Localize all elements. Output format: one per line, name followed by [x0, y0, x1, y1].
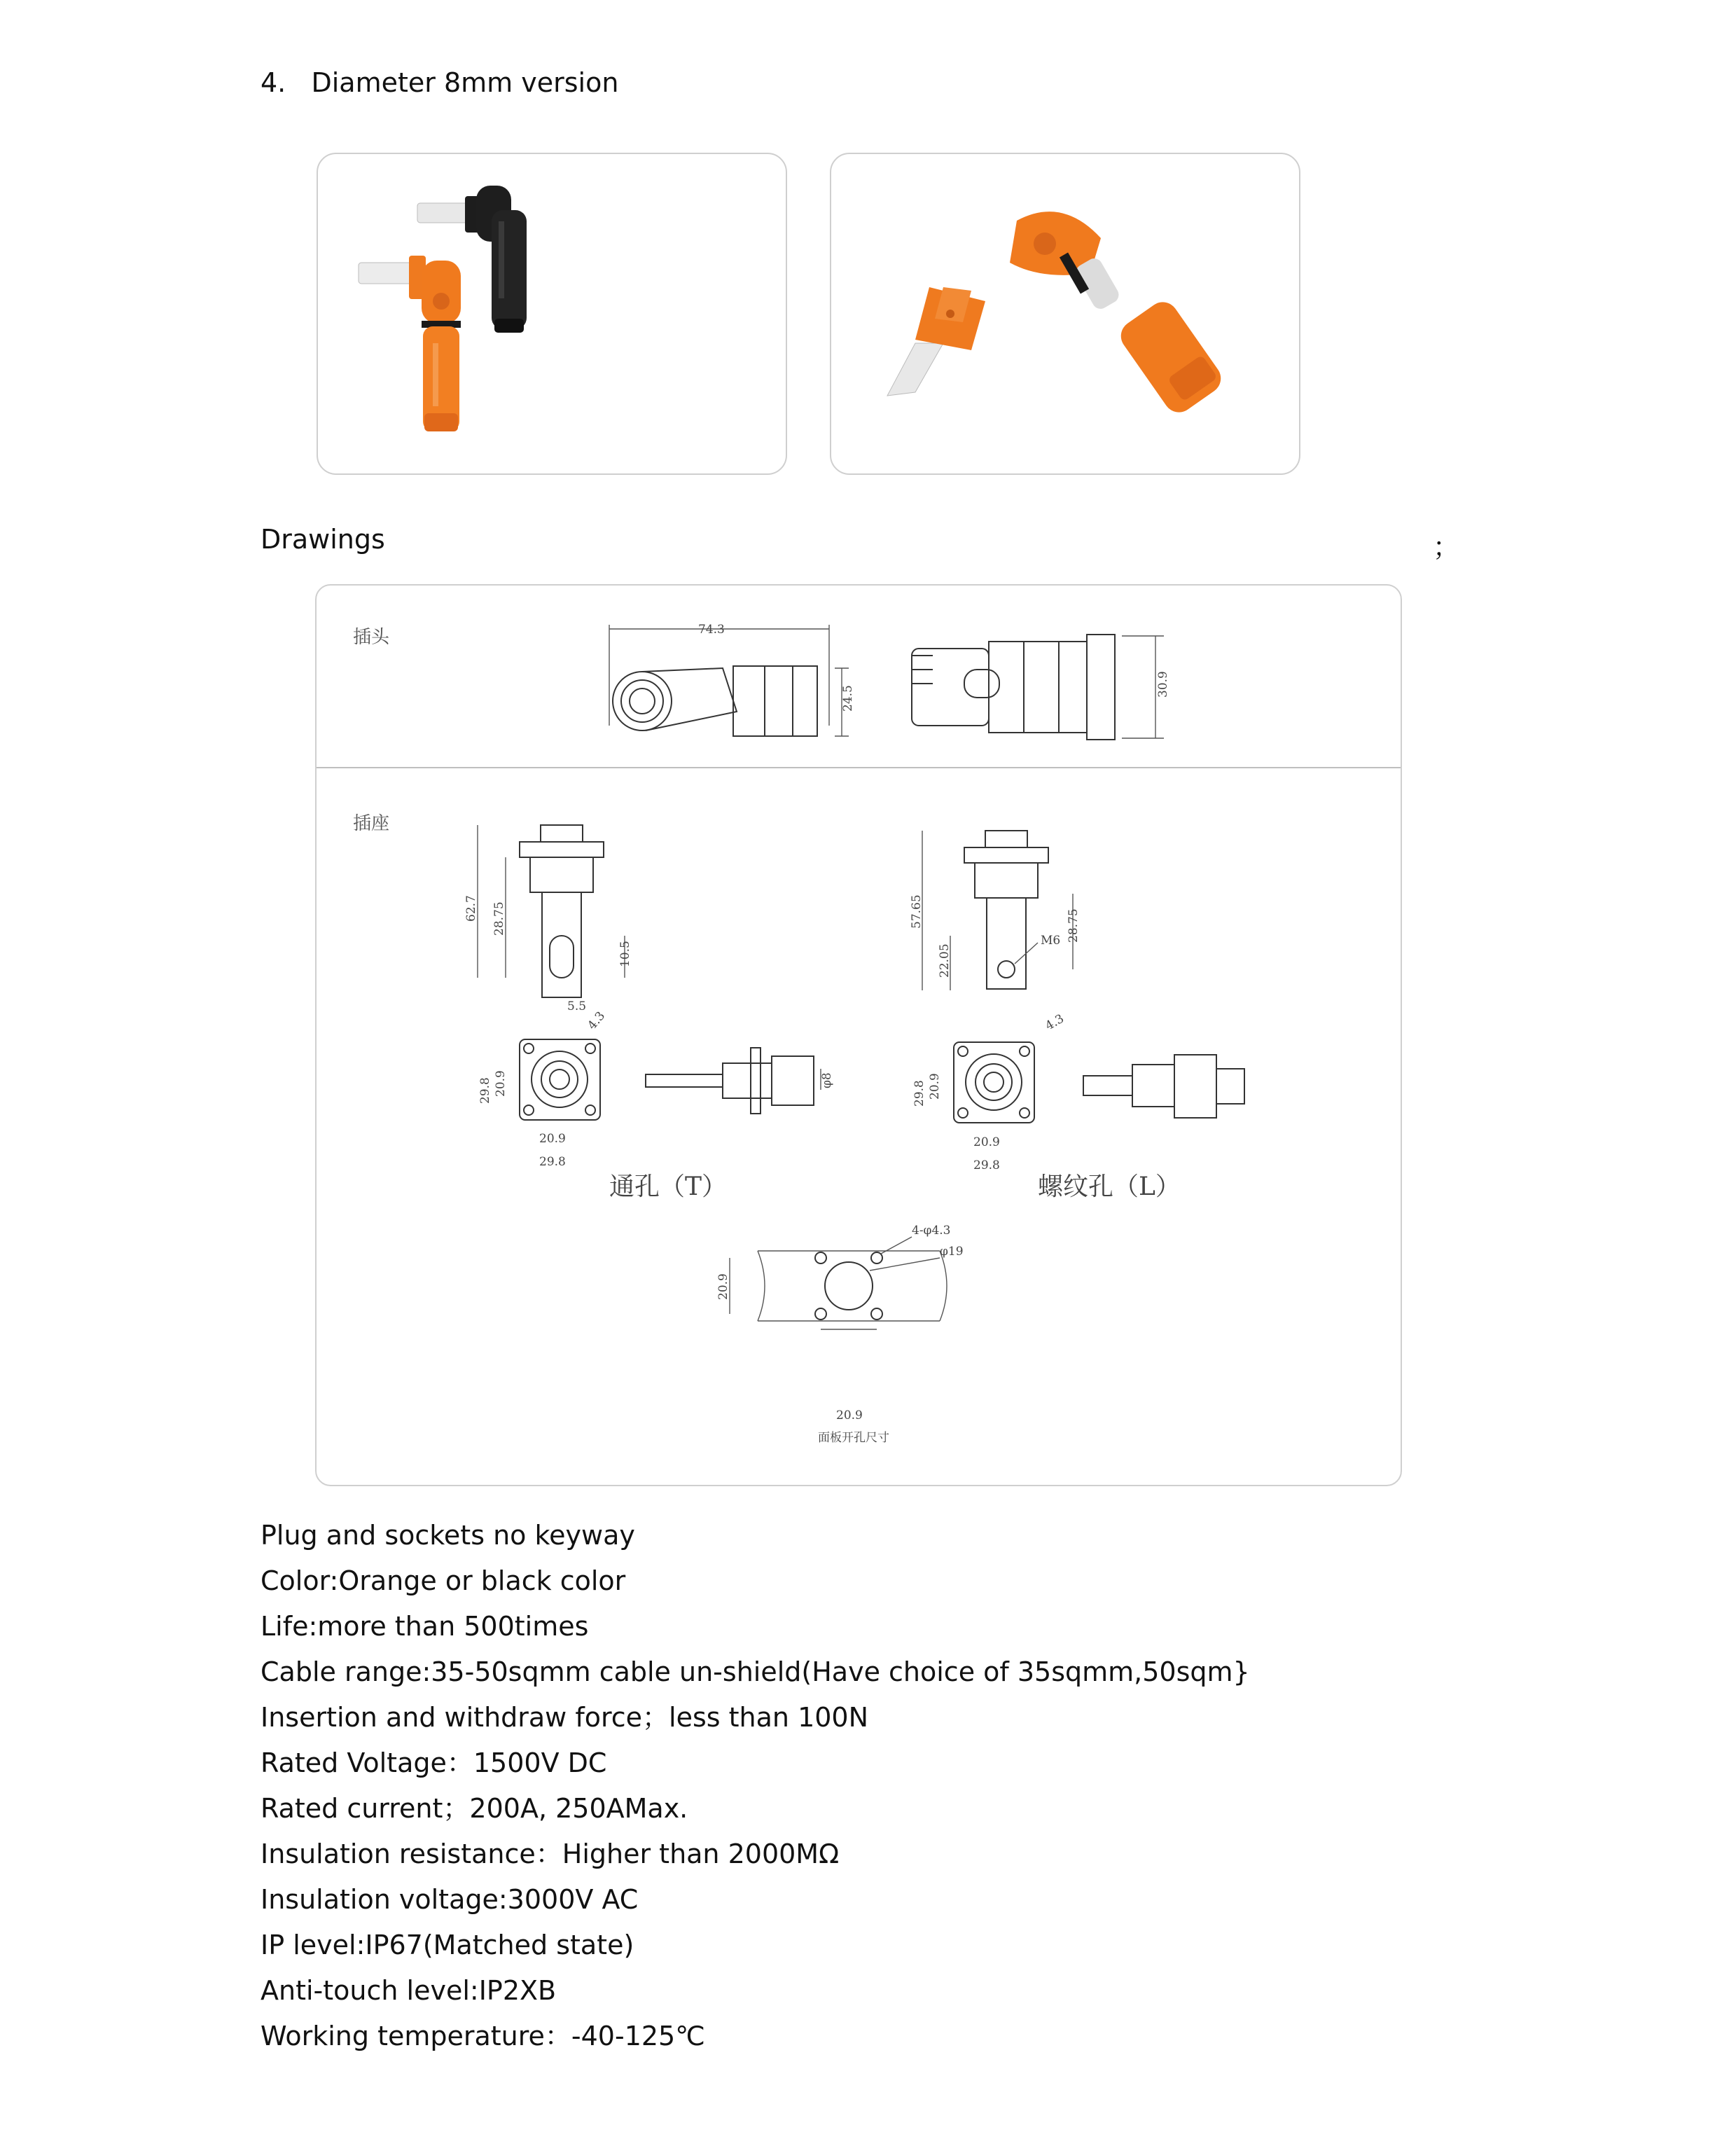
orange-cable-nut	[1115, 296, 1227, 418]
spec-rated-voltage: Rated Voltage：1500V DC	[261, 1747, 607, 1778]
socket-t-slot-dim: 10.5	[618, 941, 632, 967]
socket-l-hole-dim: 4.3	[1043, 1011, 1067, 1034]
product-photo-2	[830, 153, 1300, 475]
spec-list	[261, 1513, 1250, 2059]
socket-l-bottom-inner-dim: 20.9	[973, 1135, 1000, 1149]
spec-insulation-voltage: Insulation voltage:3000V AC	[261, 1884, 639, 1915]
drawings-label: Drawings	[261, 524, 385, 555]
spec-color: Color:Orange or black color	[261, 1565, 626, 1596]
product-photo-1	[317, 153, 787, 475]
orange-socket	[887, 287, 985, 396]
spec-keyway: Plug and sockets no keyway	[261, 1520, 635, 1551]
socket-l-upper-dim: 28.75	[1067, 908, 1081, 943]
socket-l-inner-dim: 20.9	[928, 1073, 942, 1100]
panel-cutout-drawing	[716, 1224, 964, 1445]
drawings-trailing-mark: ；	[1433, 532, 1460, 562]
panel-horizontal-dim: 20.9	[836, 1408, 863, 1422]
connector-photo-orange-black	[318, 154, 786, 473]
panel-center-dim: φ19	[940, 1245, 964, 1259]
plug-height-dim-a: 24.5	[841, 685, 855, 712]
socket-t-total-dim: 62.7	[464, 895, 478, 922]
connector-photo-exploded	[831, 154, 1299, 473]
socket-section-label: 插座	[353, 813, 390, 834]
panel-caption: 面板开孔尺寸	[818, 1431, 889, 1445]
plug-section-label: 插头	[353, 627, 390, 648]
socket-t-side-view	[464, 825, 632, 1013]
socket-t-upper-dim: 28.75	[492, 901, 506, 936]
socket-l-profile-view	[1083, 1055, 1244, 1118]
socket-l-thread-dim: M6	[1041, 934, 1061, 948]
plug-side-view-1	[609, 623, 855, 736]
panel-holes-dim: 4-φ4.3	[912, 1224, 951, 1238]
variant-t-label: 通孔（T）	[609, 1172, 728, 1201]
socket-t-side-dim: φ8	[820, 1072, 834, 1088]
socket-t-bottom-outer-dim: 29.8	[539, 1155, 566, 1169]
socket-l-bottom-outer-dim: 29.8	[973, 1158, 1000, 1172]
plug-side-view-2	[912, 635, 1170, 740]
socket-l-front-view	[912, 1011, 1067, 1172]
spec-working-temperature: Working temperature：-40-125℃	[261, 2021, 705, 2051]
spec-anti-touch: Anti-touch level:IP2XB	[261, 1975, 557, 2006]
spec-cable-range: Cable range:35-50sqmm cable un-shield(Have choice of 35sqmm,50sqm}	[261, 1656, 1250, 1687]
drawing-canvas	[317, 586, 1401, 1485]
spec-ip-level: IP level:IP67(Matched state)	[261, 1930, 634, 1960]
spec-rated-current: Rated current；200A, 250AMax.	[261, 1793, 688, 1824]
socket-l-total-dim: 57.65	[910, 894, 924, 929]
section-heading: 4. Diameter 8mm version	[261, 67, 619, 98]
panel-vertical-dim: 20.9	[716, 1273, 730, 1300]
technical-drawing	[315, 584, 1402, 1486]
socket-t-profile-view	[646, 1048, 834, 1114]
socket-t-hole-dim: 4.3	[585, 1009, 609, 1033]
spec-insulation-resistance: Insulation resistance：Higher than 2000MΩ	[261, 1839, 840, 1869]
socket-t-bottom-inner-dim: 20.9	[539, 1132, 566, 1146]
orange-connector	[359, 256, 461, 431]
socket-l-lower-dim: 22.05	[938, 943, 952, 978]
socket-t-front-view	[478, 1009, 608, 1169]
plug-height-dim-b: 30.9	[1156, 671, 1170, 698]
variant-l-label: 螺纹孔（L）	[1038, 1172, 1181, 1201]
orange-angled-plug	[1010, 212, 1122, 312]
spec-insertion-force: Insertion and withdraw force；less than 100N	[261, 1702, 869, 1733]
socket-l-outer-dim: 29.8	[912, 1080, 926, 1107]
socket-t-outer-dim: 29.8	[478, 1077, 492, 1104]
socket-l-side-view	[910, 831, 1081, 990]
plug-length-dim: 74.3	[698, 623, 725, 637]
socket-t-inner-dim: 20.9	[494, 1070, 508, 1097]
spec-life: Life:more than 500times	[261, 1611, 589, 1642]
socket-t-slot-width-dim: 5.5	[567, 999, 587, 1013]
